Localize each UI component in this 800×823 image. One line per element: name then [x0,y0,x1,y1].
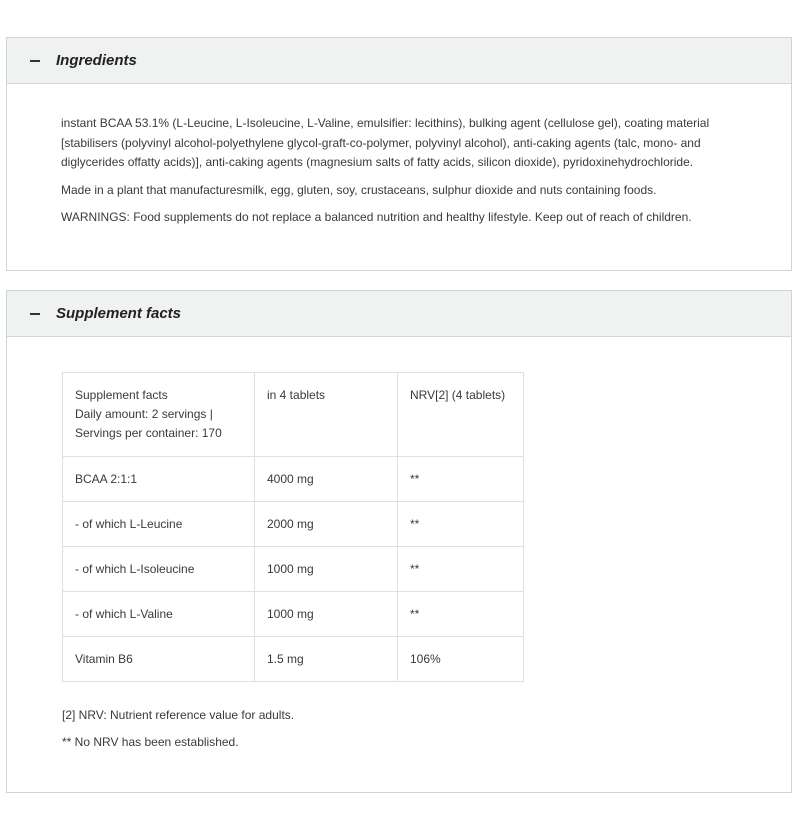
supplement-facts-title: Supplement facts [56,305,182,322]
ingredients-panel-header[interactable] [7,38,791,84]
nutrient-nrv: ** [398,592,524,637]
nutrient-name: Vitamin B6 [63,637,255,682]
table-row [63,457,524,502]
nutrient-amount: 1000 mg [255,592,398,637]
nutrient-name: - of which L-Isoleucine [63,547,255,592]
nutrient-amount: 1.5 mg [255,637,398,682]
nutrient-amount: 4000 mg [255,457,398,502]
minus-icon[interactable] [30,313,40,315]
ingredients-title: Ingredients [56,52,137,69]
nutrient-name: - of which L-Valine [63,592,255,637]
nutrient-nrv: ** [398,547,524,592]
nutrient-nrv: 106% [398,637,524,682]
table-row [63,592,524,637]
nutrient-name: - of which L-Leucine [63,502,255,547]
nutrient-amount: 1000 mg [255,547,398,592]
header-facts-label: Supplement facts [75,388,168,402]
table-row [63,637,524,682]
header-cell-nrv: NRV[2] (4 tablets) [398,373,524,457]
nutrient-name: BCAA 2:1:1 [63,457,255,502]
minus-icon[interactable] [30,60,40,62]
supplement-facts-panel [6,290,792,793]
no-nrv-footnote: ** No NRV has been established. [62,735,239,749]
header-cell-facts [63,373,255,457]
table-row [63,502,524,547]
header-servings: Servings per container: 170 [75,426,222,440]
supplement-facts-panel-header[interactable] [7,291,791,337]
header-cell-amount: in 4 tablets [255,373,398,457]
warnings-text: WARNINGS: Food supplements do not replace a balanced nutrition and healthy lifestyle. Keep out of reach of children. [61,210,692,224]
ingredients-text: instant BCAA 53.1% (L-Leucine, L-Isoleucine, L-Valine, emulsifier: lecithins), bulking agent (cellulose gel), coating material [stabilisers (polyvinyl alcohol-polyethylene glycol-graft-co-polymer, polyvinyl alcohol), anti-caking agents (talc, mono- and diglycerides offatty acids)], anti-caking agents (magnesium salts of fatty acids, silicon dioxide), pyridoxinehydrochloride. [61,116,710,169]
allergen-statement: Made in a plant that manufacturesmilk, egg, gluten, soy, crustaceans, sulphur dioxide and nuts containing foods. [61,182,657,197]
ingredients-panel [6,37,792,271]
nrv-footnote: [2] NRV: Nutrient reference value for adults. [62,708,295,722]
nutrient-amount: 2000 mg [255,502,398,547]
nutrient-nrv: ** [398,502,524,547]
nutrient-nrv: ** [398,457,524,502]
table-header-row [63,373,524,457]
supplement-facts-table [62,372,524,682]
table-row [63,547,524,592]
header-daily-amount: Daily amount: 2 servings | [75,407,213,421]
ingredients-body [7,84,791,228]
